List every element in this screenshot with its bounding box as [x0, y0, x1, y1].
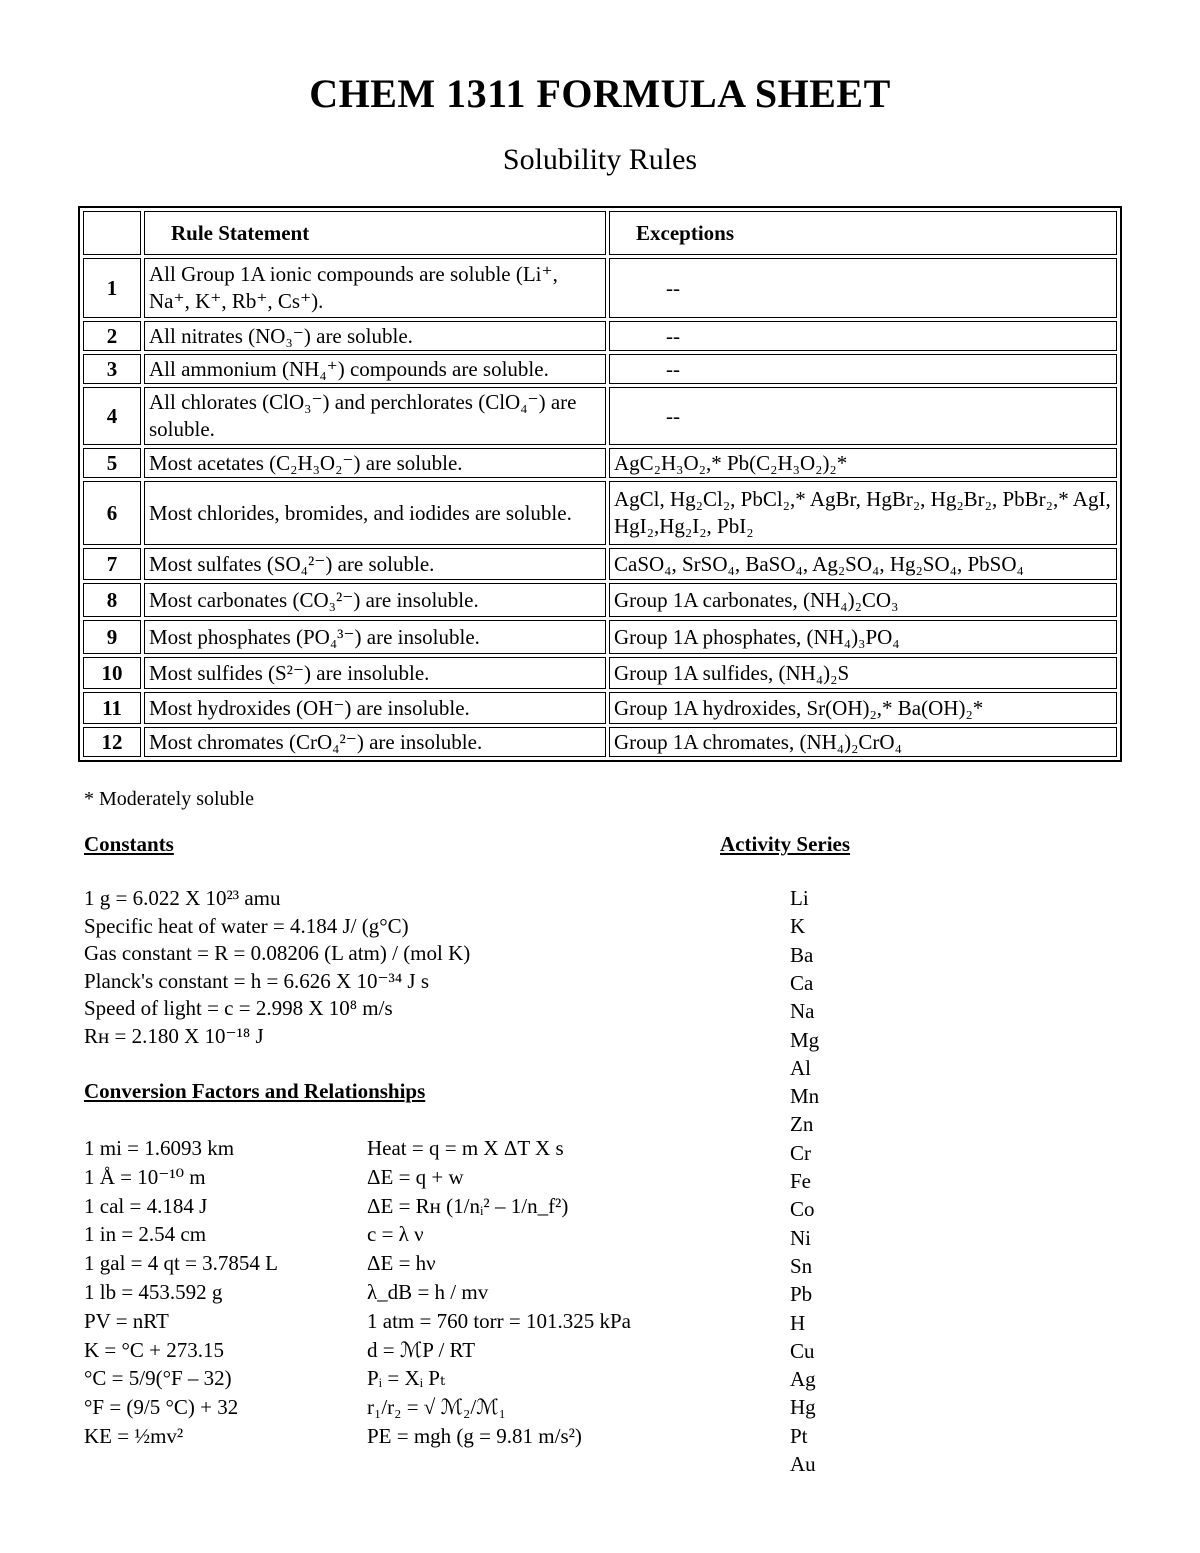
rule-exceptions: Group 1A phosphates, (NH₄)₃PO₄ [609, 620, 1117, 654]
table-row [83, 548, 1117, 580]
rule-exceptions: Group 1A carbonates, (NH₄)₂CO₃ [609, 583, 1117, 617]
rule-number: 1 [83, 258, 141, 318]
rule-exceptions: -- [609, 387, 1117, 445]
rule-number: 10 [83, 657, 141, 689]
activity-series-metal: Sn [790, 1253, 813, 1278]
rule-exceptions: -- [609, 354, 1117, 384]
conversion-item: K = °C + 273.15 [84, 1337, 225, 1362]
conversions-heading: Conversion Factors and Relationships [84, 1079, 426, 1103]
conversion-item: 1 lb = 453.592 g [84, 1280, 223, 1304]
rule-number: 3 [83, 354, 141, 384]
relationship-item: c = λ ν [367, 1222, 424, 1247]
relationship-item: Pᵢ = Xᵢ Pₜ [367, 1366, 446, 1391]
table-row [83, 387, 1117, 445]
constant-item: 1 g = 6.022 X 10²³ amu [84, 886, 281, 910]
relationship-item: ΔE = Rн (1/nᵢ² – 1/n_f²) [367, 1193, 569, 1218]
table-header-row [83, 211, 1117, 255]
table-row [83, 448, 1117, 478]
rule-number: 2 [83, 321, 141, 351]
conversion-item: °C = 5/9(°F – 32) [84, 1366, 232, 1391]
activity-series-metal: Ca [790, 970, 814, 995]
rule-statement: Most chlorides, bromides, and iodides are soluble. [144, 481, 606, 545]
rule-number: 7 [83, 548, 141, 580]
activity-series-metal: Au [790, 1452, 816, 1476]
relationship-item: d = ℳP / RT [367, 1337, 476, 1362]
rule-exceptions: AgCl, Hg₂Cl₂, PbCl₂,* AgBr, HgBr₂, Hg₂Br₂, PbBr₂,* AgI, HgI₂,Hg₂I₂, PbI₂ [609, 481, 1117, 545]
activity-series-metal: K [790, 914, 806, 939]
activity-series-metal: Al [790, 1055, 811, 1080]
rule-number: 6 [83, 481, 141, 545]
conversion-item: °F = (9/5 °C) + 32 [84, 1395, 239, 1420]
rule-exceptions: CaSO₄, SrSO₄, BaSO₄, Ag₂SO₄, Hg₂SO₄, PbSO₄ [609, 548, 1117, 580]
constant-item: Rн = 2.180 X 10⁻¹⁸ J [84, 1023, 264, 1048]
table-row [83, 657, 1117, 689]
rule-statement: All ammonium (NH₄⁺) compounds are soluble. [144, 354, 606, 384]
activity-series-metal: Pb [790, 1282, 813, 1307]
rule-exceptions: -- [609, 258, 1117, 318]
constant-item: Gas constant = R = 0.08206 (L atm) / (mol K) [84, 941, 471, 965]
table-row [83, 354, 1117, 384]
rule-number: 9 [83, 620, 141, 654]
rule-statement: All Group 1A ionic compounds are soluble (Li⁺, Na⁺, K⁺, Rb⁺, Cs⁺). [144, 258, 606, 318]
solubility-rules-table [78, 206, 1122, 762]
activity-series-metal: Zn [790, 1112, 814, 1137]
constant-item: Specific heat of water = 4.184 J/ (g°C) [84, 913, 409, 938]
activity-series-metal: Cr [790, 1140, 811, 1165]
rule-exceptions: AgC₂H₃O₂,* Pb(C₂H₃O₂)₂* [609, 448, 1117, 478]
relationship-item: λ_dB = h / mv [367, 1280, 489, 1304]
relationship-item: r₁/r₂ = √ ℳ₂/ℳ₁ [367, 1395, 506, 1420]
conversion-item: PV = nRT [84, 1308, 169, 1333]
activity-series-metal: Mn [790, 1084, 820, 1109]
rule-statement: Most carbonates (CO₃²⁻) are insoluble. [144, 583, 606, 617]
section-title-solubility: Solubility Rules [502, 143, 698, 176]
rule-exceptions: Group 1A hydroxides, Sr(OH)₂,* Ba(OH)₂* [609, 692, 1117, 724]
activity-series-metal: Fe [790, 1169, 811, 1193]
rule-number: 4 [83, 387, 141, 445]
header-rule-statement: Rule Statement [144, 211, 606, 255]
rule-exceptions: Group 1A chromates, (NH₄)₂CrO₄ [609, 727, 1117, 757]
conversion-item: 1 cal = 4.184 J [84, 1193, 208, 1218]
relationship-item: ΔE = hν [367, 1251, 436, 1276]
table-row [83, 583, 1117, 617]
activity-series-metal: Co [790, 1197, 815, 1222]
header-exceptions: Exceptions [609, 211, 1117, 255]
conversion-item: KE = ½mv² [84, 1424, 184, 1448]
rule-statement: Most sulfides (S²⁻) are insoluble. [144, 657, 606, 689]
header-number [83, 211, 141, 255]
relationship-item: 1 atm = 760 torr = 101.325 kPa [367, 1308, 631, 1333]
table-row [83, 481, 1117, 545]
activity-series-metal: Mg [790, 1027, 820, 1052]
rule-statement: Most sulfates (SO₄²⁻) are soluble. [144, 548, 606, 580]
table-row [83, 727, 1117, 757]
conversion-item: 1 gal = 4 qt = 3.7854 L [84, 1251, 279, 1276]
rule-number: 5 [83, 448, 141, 478]
conversion-item: 1 in = 2.54 cm [84, 1222, 207, 1247]
rule-number: 11 [83, 692, 141, 724]
table-row [83, 692, 1117, 724]
relationship-item: ΔE = q + w [367, 1164, 464, 1189]
activity-series-metal: Li [790, 886, 809, 910]
constants-heading: Constants [84, 832, 174, 856]
page-title: CHEM 1311 FORMULA SHEET [309, 71, 891, 116]
table-row [83, 321, 1117, 351]
activity-series-metal: Cu [790, 1338, 815, 1363]
rule-statement: Most phosphates (PO₄³⁻) are insoluble. [144, 620, 606, 654]
activity-series-metal: H [790, 1310, 806, 1335]
footnote: * Moderately soluble [84, 788, 254, 810]
table-row [83, 258, 1117, 318]
rule-number: 8 [83, 583, 141, 617]
activity-series-metal: Ba [790, 942, 814, 967]
rule-statement: Most acetates (C₂H₃O₂⁻) are soluble. [144, 448, 606, 478]
rule-statement: Most chromates (CrO₄²⁻) are insoluble. [144, 727, 606, 757]
activity-series-metal: Na [790, 999, 815, 1024]
rule-statement: Most hydroxides (OH⁻) are insoluble. [144, 692, 606, 724]
rule-exceptions: Group 1A sulfides, (NH₄)₂S [609, 657, 1117, 689]
relationship-item: Heat = q = m X ΔT X s [367, 1136, 564, 1160]
conversion-item: 1 Å = 10⁻¹⁰ m [84, 1164, 206, 1189]
activity-series-metal: Ni [790, 1225, 811, 1250]
conversion-item: 1 mi = 1.6093 km [84, 1136, 235, 1160]
constant-item: Planck's constant = h = 6.626 X 10⁻³⁴ J s [84, 968, 429, 993]
rule-exceptions: -- [609, 321, 1117, 351]
rule-statement: All chlorates (ClO₃⁻) and perchlorates (ClO₄⁻) are soluble. [144, 387, 606, 445]
activity-series-heading: Activity Series [720, 832, 851, 856]
rule-number: 12 [83, 727, 141, 757]
constant-item: Speed of light = c = 2.998 X 10⁸ m/s [84, 996, 393, 1020]
rule-statement: All nitrates (NO₃⁻) are soluble. [144, 321, 606, 351]
activity-series-metal: Pt [790, 1423, 808, 1448]
activity-series-metal: Ag [790, 1367, 816, 1392]
table-row [83, 620, 1117, 654]
relationship-item: PE = mgh (g = 9.81 m/s²) [367, 1424, 582, 1448]
activity-series-metal: Hg [790, 1395, 816, 1420]
